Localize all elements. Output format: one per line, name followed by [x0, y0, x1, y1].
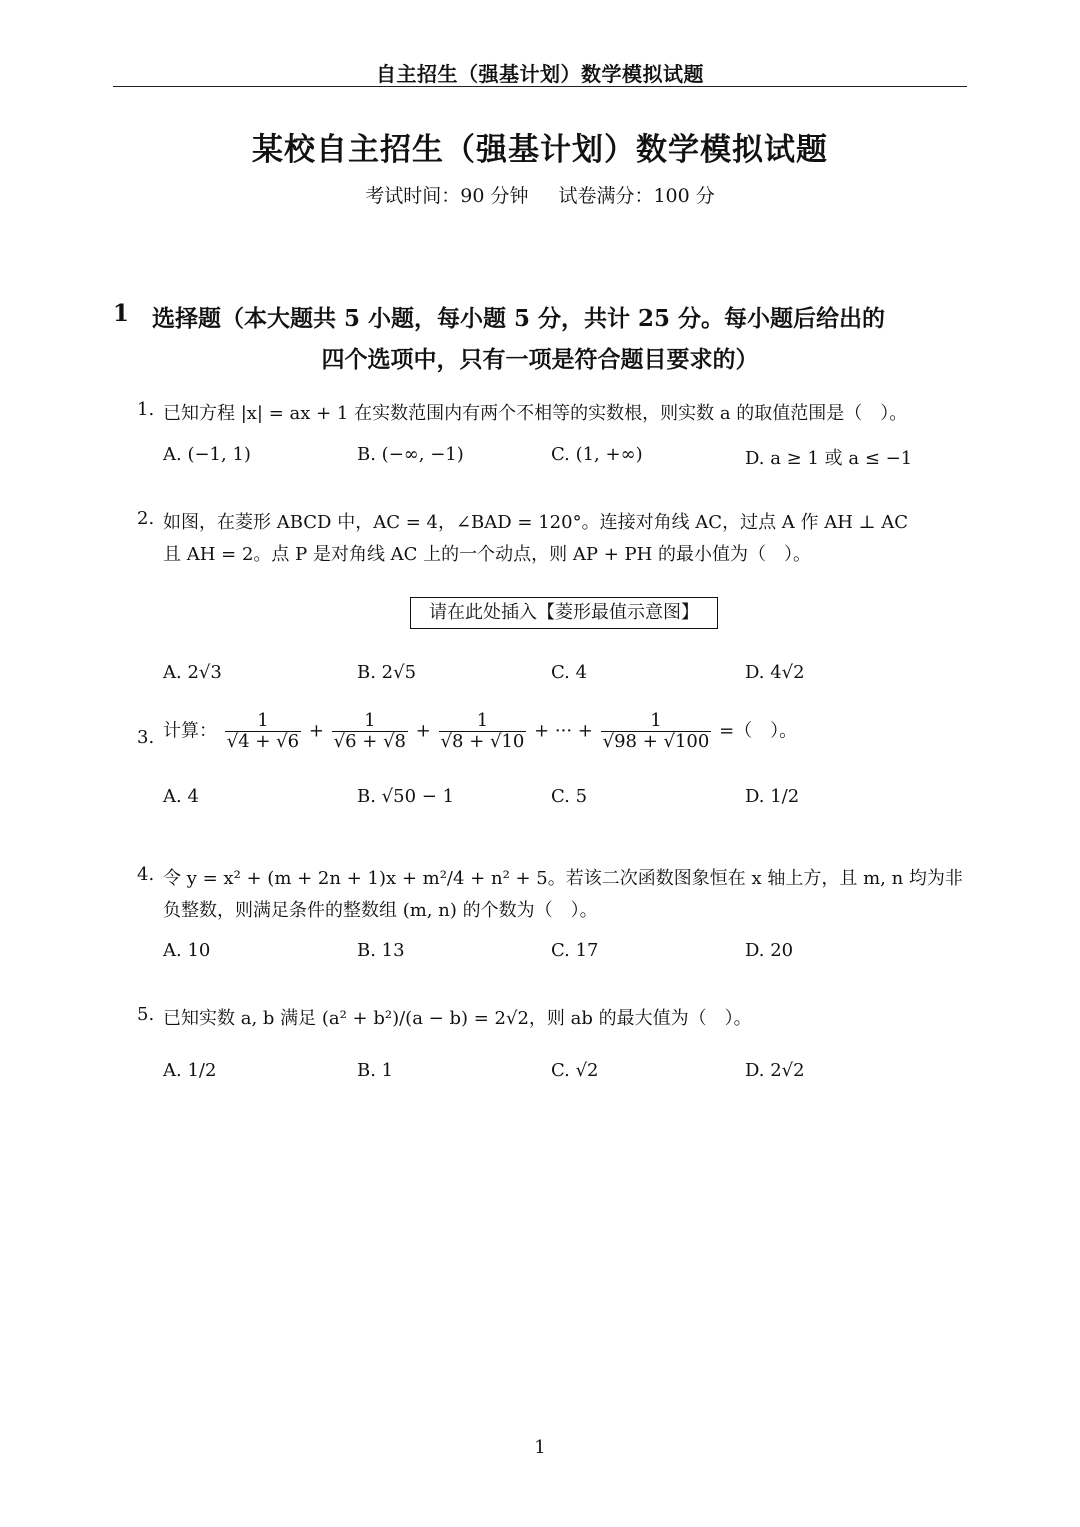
question-number: 5.: [137, 1004, 155, 1025]
option-c: C. 17: [551, 940, 599, 961]
option-a: A. 4: [163, 786, 199, 807]
question-text-line2: 且 AH = 2。点 P 是对角线 AC 上的一个动点，则 AP + PH 的最小值为（ ）。: [163, 544, 812, 565]
expression-suffix: =（ ）。: [719, 720, 798, 742]
option-a: A. 2√3: [163, 662, 222, 683]
question-text: 已知实数 a, b 满足 (a² + b²)/(a − b) = 2√2，则 ab 的最大值为（ ）。: [163, 1008, 752, 1029]
option-d: D. 20: [745, 940, 794, 961]
question-number: 2.: [137, 508, 155, 529]
exam-time: 考试时间：90 分钟: [365, 185, 529, 207]
fraction-term: $\frac{1}{√8 + √10}$: [440, 710, 525, 752]
denominator: √6 + √8: [333, 731, 407, 752]
question-text-line1: 如图，在菱形 ABCD 中，AC = 4，∠BAD = 120°。连接对角线 AC，过点 A 作 AH ⊥ AC: [163, 512, 909, 533]
question-text-line2: 负整数，则满足条件的整数组 (m, n) 的个数为（ ）。: [163, 900, 598, 921]
question-number: 4.: [137, 864, 155, 885]
running-header: 自主招生（强基计划）数学模拟试题: [376, 62, 704, 86]
denominator: √8 + √10: [440, 731, 525, 752]
exam-score: 试卷满分：100 分: [558, 185, 715, 207]
option-d: D. a ≥ 1 或 a ≤ −1: [745, 448, 913, 469]
option-d: D. 1/2: [745, 786, 800, 807]
question-number: 1.: [137, 399, 155, 420]
exam-info: [0, 181, 1080, 208]
option-c: C. (1, +∞): [551, 444, 643, 465]
option-a: A. 1/2: [163, 1060, 217, 1081]
option-c: C. √2: [551, 1060, 599, 1081]
option-b: B. 2√5: [357, 662, 417, 683]
fraction-term: $\frac{1}{√6 + √8}$: [333, 710, 407, 752]
header-rule: [113, 86, 967, 87]
question-text: 已知方程 |x| = ax + 1 在实数范围内有两个不相等的实数根，则实数 a 的取值范围是（ ）。: [163, 403, 908, 424]
option-b: B. √50 − 1: [357, 786, 455, 807]
option-b: B. (−∞, −1): [357, 444, 464, 465]
option-c: C. 4: [551, 662, 588, 683]
fraction-term: $\frac{1}{√4 + √6}$: [226, 710, 300, 752]
expression-prefix: 计算：: [163, 720, 217, 742]
section-title-line1: 选择题（本大题共 5 小题，每小题 5 分，共计 25 分。每小题后给出的: [152, 305, 886, 332]
document-title: 某校自主招生（强基计划）数学模拟试题: [252, 132, 828, 168]
question-number: 3.: [137, 727, 155, 748]
figure-placeholder: 请在此处插入【菱形最值示意图】: [410, 597, 718, 629]
question-text-line1: 令 y = x² + (m + 2n + 1)x + m²/4 + n² + 5。若该二次函数图象恒在 x 轴上方，且 m, n 均为非: [163, 868, 963, 889]
option-b: B. 13: [357, 940, 405, 961]
section-number: 1: [113, 300, 130, 327]
fraction-term: $\frac{1}{√98 + √100}$: [602, 710, 710, 752]
option-b: B. 1: [357, 1060, 394, 1081]
option-a: A. (−1, 1): [163, 444, 251, 465]
option-c: C. 5: [551, 786, 588, 807]
page-number: 1: [534, 1437, 546, 1458]
option-a: A. 10: [163, 940, 211, 961]
denominator: √98 + √100: [602, 731, 710, 752]
option-d: D. 2√2: [745, 1060, 805, 1081]
option-d: D. 4√2: [745, 662, 805, 683]
denominator: √4 + √6: [226, 731, 300, 752]
question-expression: 计算： $\frac{1}{√4 + √6}$ + $\frac{1}{√6 + √8}$ + $\frac{1}{√8 + √10}$ + ··· + $\frac{1}{√98 + √100}$ =（ ）。: [163, 710, 798, 752]
section-title-line2: 四个选项中，只有一项是符合题目要求的）: [321, 346, 759, 373]
